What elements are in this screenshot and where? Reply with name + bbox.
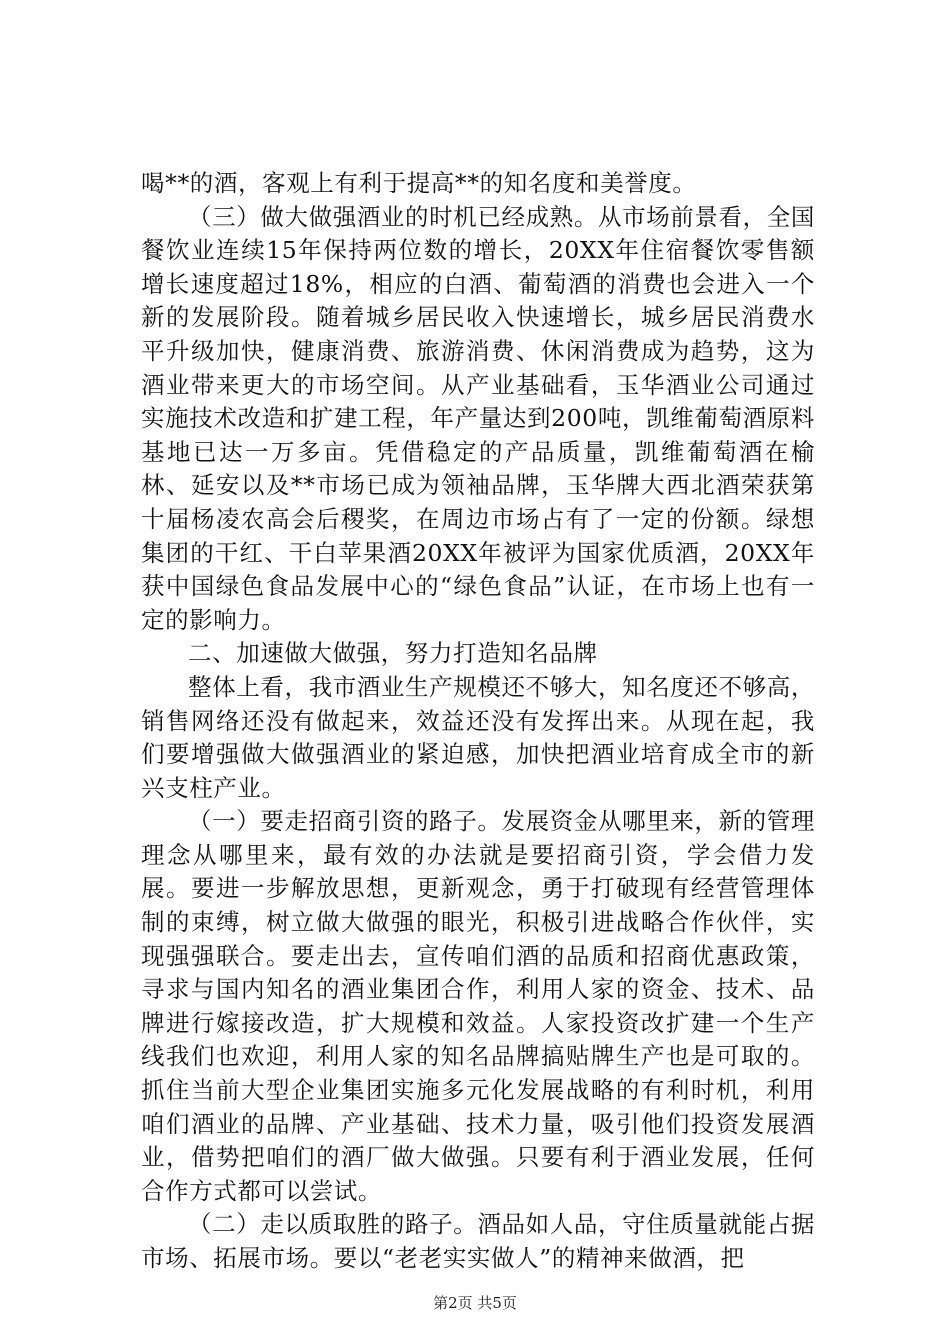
paragraph-continuation: 喝**的酒，客观上有利于提高**的知名度和美誉度。: [141, 169, 697, 197]
paragraph-investment: （一）要走招商引资的路子。发展资金从哪里来，新的管理理念从哪里来，最有效的办法就是要招商引资，学会借力发展。要进一步解放思想，更新观念，勇于打破现有经营管理体制的束缚，树立做大做强的眼光，积极引进战略合作伙伴，实现强强联合。要走出去，宣传咱们酒的品质和招商优惠政策，寻求与国内知名的酒业集团合作，利用人家的资金、技术、品牌进行嫁接改造，扩大规模和效益。人家投资改扩建一个生产线我们也欢迎，利用人家的知名品牌搞贴牌生产也是可取的。抓住当前大型企业集团实施多元化发展战略的有利时机，利用咱们酒业的品牌、产业基础、技术力量，吸引他们投资发展酒业，借势把咱们的酒厂做大做强。只要有利于酒业发展，任何合作方式都可以尝试。: [141, 807, 815, 1205]
section-heading-2: 二、加速做大做强，努力打造知名品牌: [188, 639, 598, 668]
page-number-footer: 第2页 共5页: [433, 1294, 517, 1312]
paragraph-overview: 整体上看，我市酒业生产规模还不够大，知名度还不够高，销售网络还没有做起来，效益还没有发挥出来。从现在起，我们要增强做大做强酒业的紧迫感，加快把酒业培育成全市的新兴支柱产业。: [141, 672, 815, 802]
document-body: [141, 167, 815, 1276]
paragraph-timing-mature: （三）做大做强酒业的时机已经成熟。从市场前景看，全国餐饮业连续15年保持两位数的增长，20XX年住宿餐饮零售额增长速度超过18%，相应的白酒、葡萄酒的消费也会进入一个新的发展阶段。随着城乡居民收入快速增长，城乡居民消费水平升级加快，健康消费、旅游消费、休闲消费成为趋势，这为酒业带来更大的市场空间。从产业基础看，玉华酒业公司通过实施技术改造和扩建工程，年产量达到200吨，凯维葡萄酒原料基地已达一万多亩。凭借稳定的产品质量，凯维葡萄酒在榆林、延安以及**市场已成为领袖品牌，玉华牌大西北酒荣获第十届杨凌农高会后稷奖，在周边市场占有了一定的份额。绿想集团的干红、干白苹果酒20XX年被评为国家优质酒，20XX年获中国绿色食品发展中心的“绿色食品”认证，在市场上也有一定的影响力。: [141, 202, 815, 634]
paragraph-quality: （二）走以质取胜的路子。酒品如人品，守住质量就能占据市场、拓展市场。要以“老老实实做人”的精神来做酒，把: [141, 1210, 815, 1272]
